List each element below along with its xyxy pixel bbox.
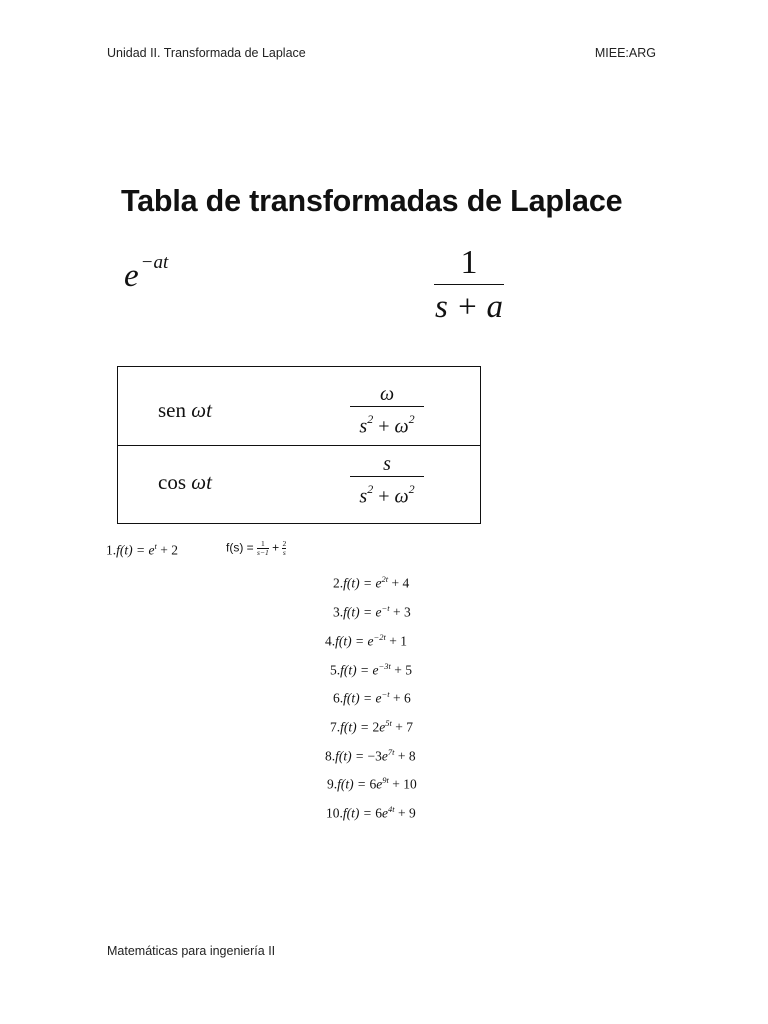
ex-post: + 7	[391, 719, 413, 735]
ex-exp: −2t	[373, 632, 386, 642]
ex-post: + 10	[388, 776, 417, 792]
den-w-exp: 2	[408, 482, 415, 496]
den-s: s	[359, 485, 368, 508]
frac-den: s	[282, 548, 286, 557]
ex-post: + 1	[385, 633, 407, 649]
ex-exp: 2t	[381, 574, 389, 584]
ex-pre: f(t) =	[340, 719, 373, 735]
den-plus: +	[373, 415, 395, 438]
den-plus: +	[373, 485, 395, 508]
ex-pre: f(t) =	[340, 662, 373, 678]
exercise-1	[106, 541, 178, 559]
frac-num: 1	[261, 539, 265, 548]
ex-pre: f(t) =	[343, 604, 376, 620]
ex-post: + 5	[390, 662, 412, 678]
sin-transform	[350, 383, 424, 439]
exercise-8	[325, 747, 416, 765]
fn-var: ωt	[191, 470, 212, 494]
ex-base: e	[375, 575, 382, 591]
ex-post: + 6	[389, 690, 411, 706]
ex-coef: 6	[369, 776, 377, 792]
ex-post: + 3	[389, 604, 411, 620]
ex-pre: f(t) =	[116, 542, 149, 558]
ex-pre: f(t) =	[343, 690, 376, 706]
ex-coef: 6	[375, 805, 382, 821]
ex-base: e	[381, 748, 388, 764]
ex-exp: 9t	[382, 775, 389, 785]
fraction-bar	[434, 284, 504, 285]
ex-exp: 5t	[385, 718, 392, 728]
header-code: MIEE:ARG	[594, 46, 656, 60]
exercise-5	[330, 661, 412, 679]
ex-post: + 8	[394, 748, 416, 764]
exp-exponent: −at	[140, 252, 169, 273]
cos-function	[158, 470, 212, 495]
ex-base: e	[367, 633, 374, 649]
cos-numerator: s	[383, 453, 391, 475]
den-w: ω	[394, 485, 409, 508]
exp-transform-denominator: s + a	[434, 289, 504, 325]
transform-table	[117, 366, 481, 524]
ex-num: 10.	[326, 805, 343, 821]
fraction-bar	[350, 406, 424, 407]
ex-post: + 2	[156, 542, 178, 558]
exp-base: e	[124, 258, 139, 294]
ex-num: 6.	[333, 690, 344, 706]
answer-frac-2	[282, 540, 286, 557]
ex-exp: −t	[381, 689, 390, 699]
ex-base: e	[376, 776, 383, 792]
exp-transform	[434, 244, 504, 325]
exp-function	[124, 252, 169, 295]
ex-num: 4.	[325, 633, 336, 649]
den-w-exp: 2	[408, 412, 415, 426]
ex-exp: −t	[381, 603, 390, 613]
ex-exp: −3t	[378, 661, 391, 671]
page-title: Tabla de transformadas de Laplace	[121, 184, 623, 218]
answer-frac-1	[257, 540, 269, 557]
ex-base: e	[379, 719, 386, 735]
ex-exp: 4t	[387, 804, 395, 814]
ex-num: 7.	[330, 719, 341, 735]
exercise-10	[326, 804, 416, 822]
ex-pre: f(t) =	[335, 748, 368, 764]
ex-num: 3.	[333, 604, 344, 620]
ex-num: 1.	[106, 542, 117, 558]
ex-base: e	[148, 542, 155, 558]
den-s-exp: 2	[367, 412, 374, 426]
ex-base: e	[381, 805, 388, 821]
cos-transform	[350, 453, 424, 509]
exp-transform-numerator: 1	[460, 244, 478, 281]
ex-pre: f(t) =	[337, 776, 370, 792]
exercise-6	[333, 689, 411, 707]
sin-function	[158, 398, 212, 423]
cos-denominator	[350, 479, 424, 509]
ex-exp: t	[154, 541, 157, 551]
sin-numerator: ω	[379, 383, 395, 405]
ex-coef: 2	[372, 719, 380, 735]
ex-post: + 4	[388, 575, 410, 591]
exercise-2	[333, 574, 409, 592]
sin-denominator	[350, 409, 424, 439]
fn-var: ωt	[191, 398, 212, 422]
answer-plus: +	[272, 540, 280, 555]
ex-exp: 7t	[387, 747, 395, 757]
ex-pre: f(t) =	[343, 575, 376, 591]
answer-label: f(s) =	[226, 540, 254, 555]
exercise-9	[327, 775, 417, 793]
exercise-7	[330, 718, 413, 736]
ex-num: 8.	[325, 748, 336, 764]
table-row-cos	[118, 445, 480, 523]
header-unit: Unidad II. Transformada de Laplace	[107, 46, 306, 60]
answer-1	[226, 540, 286, 557]
frac-den: s−1	[257, 548, 269, 557]
den-s-exp: 2	[367, 482, 374, 496]
exercise-4	[325, 632, 407, 650]
fn-prefix: cos	[158, 470, 186, 494]
table-row-sin	[118, 367, 480, 446]
den-w: ω	[394, 415, 409, 438]
ex-num: 5.	[330, 662, 341, 678]
ex-base: e	[375, 604, 382, 620]
frac-num: 2	[282, 539, 287, 548]
ex-pre: f(t) =	[335, 633, 368, 649]
ex-base: e	[375, 690, 382, 706]
ex-post: + 9	[394, 805, 416, 821]
fraction-bar	[350, 476, 424, 477]
ex-num: 2.	[333, 575, 344, 591]
footer-course: Matemáticas para ingeniería II	[107, 944, 276, 958]
ex-base: e	[372, 662, 379, 678]
ex-coef: −3	[367, 748, 382, 764]
fn-prefix: sen	[158, 398, 186, 422]
ex-pre: f(t) =	[342, 805, 376, 821]
ex-num: 9.	[327, 776, 338, 792]
den-s: s	[359, 415, 368, 438]
exercise-3	[333, 603, 411, 621]
